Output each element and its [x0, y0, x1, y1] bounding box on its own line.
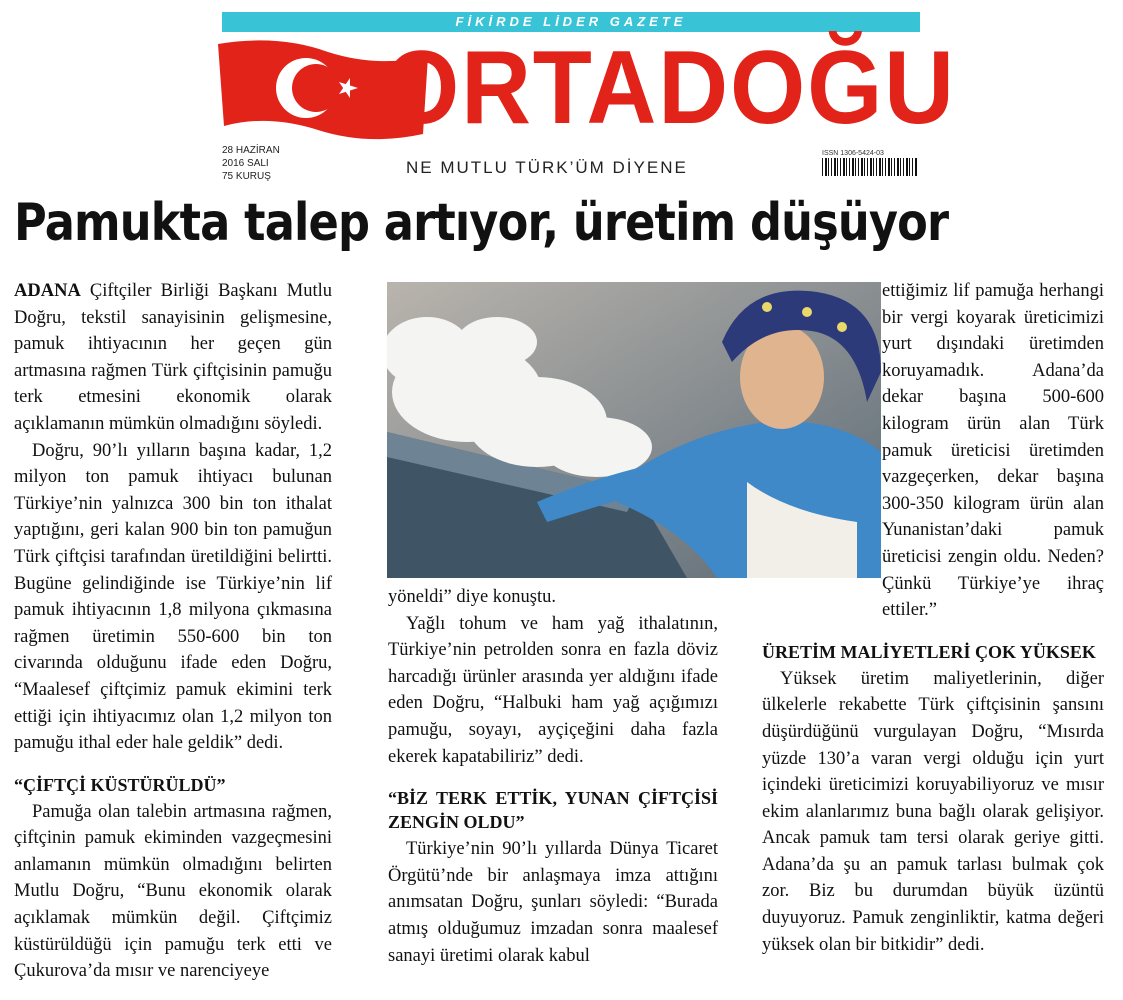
- article-subhead: ÜRETİM MALİYETLERİ ÇOK YÜKSEK: [762, 641, 1096, 662]
- newspaper-logo: ORTADOĞU: [384, 30, 956, 146]
- article-paragraph: Yağlı tohum ve ham yağ ithalatının, Türkiye’nin petrolden sonra en fazla döviz harcadığı ürünler arasında yer aldığını ifade eden Doğru, “Halbuki ham yağ açığımızı pamuğu, soyayı, ayçiçeğini daha fazla ekerek kapatabiliriz” dedi.: [388, 613, 718, 767]
- article-subhead: “BİZ TERK ETTİK, YUNAN ÇİFTÇİSİ ZENGİN OLDU”: [388, 788, 718, 833]
- article-column-1: [14, 278, 332, 985]
- issue-price: 75 KURUŞ: [222, 171, 271, 182]
- article-paragraph: yöneldi” diye konuştu.: [388, 587, 557, 607]
- article-paragraph: Yüksek üretim maliyetlerinin, diğer ülkelerle rekabette Türk çiftçisinin şansını düşürdüğünü vurgulayan Doğru, “Mısırda yüzde 130’a varan vergi olduğu için yurt içindeki üreticimizi koruyabiliyoruz ve mısır ekim alanlarımız buna bağlı olarak gelişiyor. Ancak pamuk tam tersi olarak geriye gitti. Adana’da şu an pamuk tarlası bulmak çok zor. Biz bu durumdan büyük üzüntü duyuyoruz. Pamuk zenginliktir, katma değeri yüksek olan bir bitkidir” dedi.: [762, 668, 1104, 955]
- issue-date-line2: 2016 SALI: [222, 158, 269, 169]
- masthead-motto: NE MUTLU TÜRK’ÜM DİYENE: [406, 158, 688, 177]
- masthead: [206, 0, 956, 182]
- article-paragraph: [14, 278, 332, 438]
- article-column-3: [762, 278, 1104, 958]
- article-column-2: [388, 584, 718, 969]
- article-paragraph: Doğru, 90’lı yılların başına kadar, 1,2 milyon ton pamuk ihtiyacı bulunan Türkiye’nin yalnızca 300 bin ton ithalat yaptığını, geri kalan 900 bin ton pamuğun Türk çiftçisi tarafından üretildiğini belirtti. Bugüne gelindiğinde ise Türkiye’nin lif pamuk ihtiyacının 1,8 milyona çıkmasına rağmen üretimin 550-600 bin ton civarında olduğunu ifade eden Doğru, “Maalesef çiftçimiz pamuk ekimini terk ettiği için ihtiyacımız olan 1,2 milyon ton pamuğu ithal eder hale geldik” dedi.: [14, 440, 332, 754]
- article-subhead: “ÇİFTÇİ KÜSTÜRÜLDÜ”: [14, 774, 226, 795]
- barcode-icon: [822, 158, 918, 176]
- issue-date-line1: 28 HAZİRAN: [222, 145, 280, 156]
- issue-date: [222, 144, 280, 183]
- article-paragraph: ettiğimiz lif pamuğa herhangi bir vergi koyarak üreticimizi yurt dışındaki üretimden koruyamadık. Adana’da dekar başına 500-600 kilogram ürün alan Türk pamuk üreticisi üretimden vazgeçerken, dekar başına 300-350 kilogram ürün alan Yunanistan’daki pamuk üreticisi zengin oldu. Neden? Çünkü Türkiye’ye ihraç ettiler.”: [882, 281, 1104, 621]
- masthead-slogan: FİKİRDE LİDER GAZETE: [222, 12, 920, 32]
- paragraph-text: Çiftçiler Birliği Başkanı Mutlu Doğru, tekstil sanayisinin gelişmesine, pamuk ihtiyacının her geçen gün artmasına rağmen Türk çiftçisinin pamuğu terk etmesini ekonomik olarak açıklamanın mümkün olmadığını söyledi.: [14, 281, 332, 434]
- issn-number: ISSN 1306-5424-03: [822, 150, 884, 157]
- article-paragraph: Pamuğa olan talebin artmasına rağmen, çiftçinin pamuk ekiminden vazgeçmesini anlamanın mümkün olmadığını belirten Mutlu Doğru, “Bunu ekonomik olarak açıklamak mümkün değil. Çiftçimiz küstürüldüğü için pamuğu terk etti ve Çukurova’da mısır ve narenciyeye: [14, 801, 332, 982]
- article-headline: Pamukta talep artıyor, üretim düşüyor: [14, 193, 949, 253]
- article-paragraph: Türkiye’nin 90’lı yıllarda Dünya Ticaret Örgütü’nde bir anlaşmaya imza attığını anımsatan Doğru, şunları söyledi: “Burada atmış olduğumuz imzadan sonra maalesef sanayi üretimi olarak kabul: [388, 839, 718, 966]
- dateline: ADANA: [14, 281, 81, 301]
